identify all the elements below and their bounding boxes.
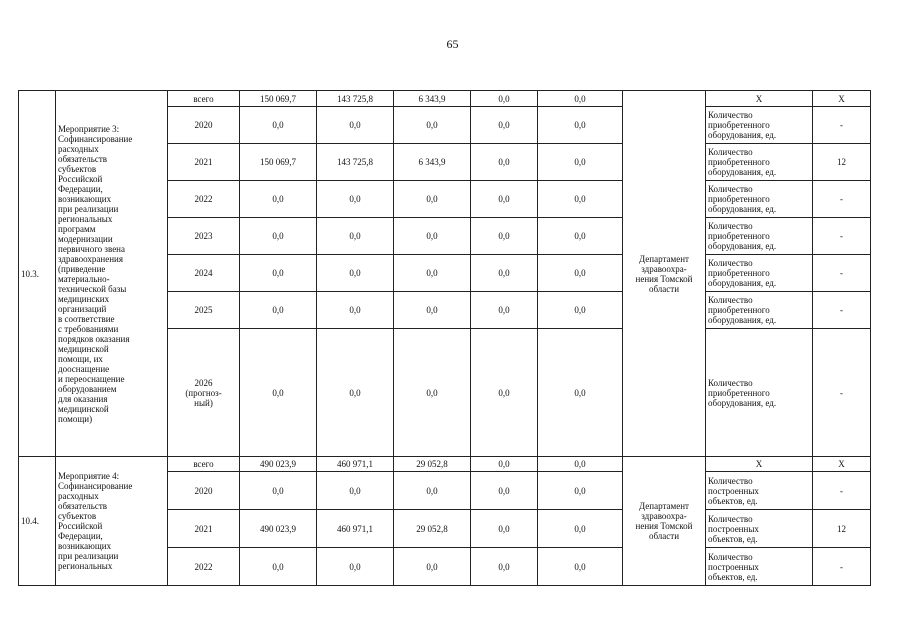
other-cell: 0,0 — [538, 548, 623, 586]
year-cell: 2026 (прогноз- ный) — [168, 329, 240, 457]
indicator-cell: Количество приобретенного оборудования, ед. — [706, 107, 813, 144]
responsible-organization: Департамент здравоохра- нения Томской области — [623, 91, 706, 457]
other-cell: 0,0 — [538, 181, 623, 218]
indicator-value-cell: - — [813, 472, 871, 510]
local-cell: 0,0 — [471, 91, 538, 107]
total-cell: 0,0 — [240, 292, 317, 329]
federal-cell: 0,0 — [317, 107, 394, 144]
federal-cell: 0,0 — [317, 218, 394, 255]
item-description: Мероприятие 4: Софинансирование расходных обязательств субъектов Российской Федерации, возникающих при реализации региональных — [56, 457, 168, 586]
other-cell: 0,0 — [538, 91, 623, 107]
local-cell: 0,0 — [471, 144, 538, 181]
indicator-cell: X — [706, 457, 813, 472]
local-cell: 0,0 — [471, 472, 538, 510]
indicator-cell: Количество построенных объектов, ед. — [706, 472, 813, 510]
total-cell: 0,0 — [240, 329, 317, 457]
regional-cell: 29 052,8 — [394, 457, 471, 472]
indicator-value-cell: - — [813, 329, 871, 457]
other-cell: 0,0 — [538, 510, 623, 548]
local-cell: 0,0 — [471, 218, 538, 255]
year-cell: 2022 — [168, 181, 240, 218]
indicator-value-cell: - — [813, 107, 871, 144]
other-cell: 0,0 — [538, 329, 623, 457]
item-number: 10.4. — [19, 457, 56, 586]
federal-cell: 0,0 — [317, 329, 394, 457]
indicator-cell: Количество приобретенного оборудования, ед. — [706, 329, 813, 457]
indicator-value-cell: 12 — [813, 510, 871, 548]
local-cell: 0,0 — [471, 292, 538, 329]
total-cell: 490 023,9 — [240, 510, 317, 548]
regional-cell: 0,0 — [394, 181, 471, 218]
local-cell: 0,0 — [471, 107, 538, 144]
other-cell: 0,0 — [538, 457, 623, 472]
total-cell: 490 023,9 — [240, 457, 317, 472]
year-cell: 2024 — [168, 255, 240, 292]
local-cell: 0,0 — [471, 255, 538, 292]
federal-cell: 460 971,1 — [317, 457, 394, 472]
page-number: 65 — [446, 37, 459, 51]
indicator-cell: Количество приобретенного оборудования, ед. — [706, 181, 813, 218]
local-cell: 0,0 — [471, 548, 538, 586]
year-cell: 2023 — [168, 218, 240, 255]
regional-cell: 29 052,8 — [394, 510, 471, 548]
federal-cell: 0,0 — [317, 181, 394, 218]
regional-cell: 0,0 — [394, 472, 471, 510]
federal-cell: 143 725,8 — [317, 91, 394, 107]
item-number: 10.3. — [19, 91, 56, 457]
other-cell: 0,0 — [538, 472, 623, 510]
year-cell: всего — [168, 91, 240, 107]
total-cell: 0,0 — [240, 107, 317, 144]
regional-cell: 0,0 — [394, 329, 471, 457]
regional-cell: 0,0 — [394, 255, 471, 292]
local-cell: 0,0 — [471, 457, 538, 472]
indicator-value-cell: 12 — [813, 144, 871, 181]
indicator-value-cell: - — [813, 181, 871, 218]
indicator-cell: X — [706, 91, 813, 107]
year-cell: 2021 — [168, 510, 240, 548]
year-cell: всего — [168, 457, 240, 472]
indicator-cell: Количество построенных объектов, ед. — [706, 548, 813, 586]
year-cell: 2025 — [168, 292, 240, 329]
year-cell: 2020 — [168, 472, 240, 510]
regional-cell: 6 343,9 — [394, 144, 471, 181]
program-table — [18, 90, 871, 586]
table-body — [19, 91, 871, 586]
total-cell: 0,0 — [240, 548, 317, 586]
federal-cell: 0,0 — [317, 472, 394, 510]
regional-cell: 0,0 — [394, 218, 471, 255]
indicator-value-cell: - — [813, 255, 871, 292]
indicator-value-cell: - — [813, 292, 871, 329]
indicator-value-cell: - — [813, 218, 871, 255]
indicator-cell: Количество приобретенного оборудования, ед. — [706, 292, 813, 329]
table-row — [19, 457, 871, 472]
year-cell: 2021 — [168, 144, 240, 181]
item-description: Мероприятие 3: Софинансирование расходных обязательств субъектов Российской Федерации, возникающих при реализации региональных программ модернизации первичного звена здравоохранения (приведение материально- технической базы медицинских организаций в соответствие с требованиями порядков оказания медицинской помощи, их дооснащение и переоснащение оборудованием для оказания медицинской помощи) — [56, 91, 168, 457]
total-cell: 0,0 — [240, 181, 317, 218]
federal-cell: 143 725,8 — [317, 144, 394, 181]
indicator-cell: Количество приобретенного оборудования, ед. — [706, 255, 813, 292]
total-cell: 0,0 — [240, 255, 317, 292]
total-cell: 0,0 — [240, 218, 317, 255]
regional-cell: 0,0 — [394, 548, 471, 586]
year-cell: 2020 — [168, 107, 240, 144]
federal-cell: 0,0 — [317, 292, 394, 329]
total-cell: 150 069,7 — [240, 91, 317, 107]
other-cell: 0,0 — [538, 255, 623, 292]
local-cell: 0,0 — [471, 329, 538, 457]
other-cell: 0,0 — [538, 144, 623, 181]
local-cell: 0,0 — [471, 181, 538, 218]
other-cell: 0,0 — [538, 107, 623, 144]
indicator-cell: Количество приобретенного оборудования, ед. — [706, 218, 813, 255]
table-row — [19, 91, 871, 107]
other-cell: 0,0 — [538, 218, 623, 255]
regional-cell: 0,0 — [394, 107, 471, 144]
indicator-cell: Количество построенных объектов, ед. — [706, 510, 813, 548]
other-cell: 0,0 — [538, 292, 623, 329]
regional-cell: 0,0 — [394, 292, 471, 329]
indicator-cell: Количество приобретенного оборудования, ед. — [706, 144, 813, 181]
total-cell: 0,0 — [240, 472, 317, 510]
federal-cell: 0,0 — [317, 255, 394, 292]
year-cell: 2022 — [168, 548, 240, 586]
federal-cell: 0,0 — [317, 548, 394, 586]
indicator-value-cell: X — [813, 457, 871, 472]
indicator-value-cell: X — [813, 91, 871, 107]
total-cell: 150 069,7 — [240, 144, 317, 181]
regional-cell: 6 343,9 — [394, 91, 471, 107]
local-cell: 0,0 — [471, 510, 538, 548]
federal-cell: 460 971,1 — [317, 510, 394, 548]
indicator-value-cell: - — [813, 548, 871, 586]
responsible-organization: Департамент здравоохра- нения Томской области — [623, 457, 706, 586]
